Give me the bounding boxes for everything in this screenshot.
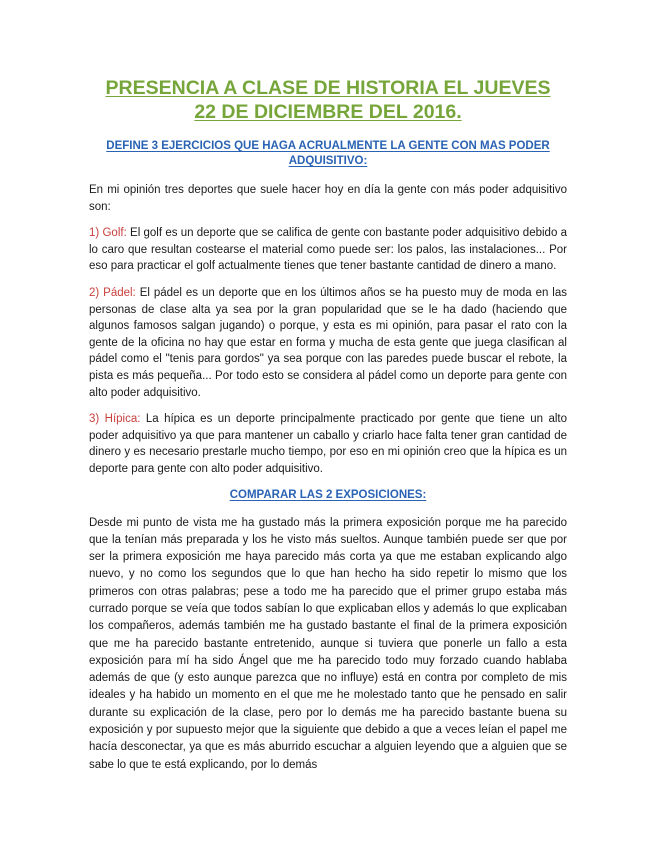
section-1-heading [89,139,567,169]
section-1-intro: En mi opinión tres deportes que suele hacer hoy en día la gente con más poder adquisitivo son: [89,184,567,213]
section-1-heading-line-2: ADQUISITIVO: [288,155,368,167]
list-item-text: La hípica es un deporte principalmente practicado por gente que tiene un alto poder adquisitivo ya que para mantener un caballo y criarlo hace falta tener gran cantidad de dinero y es necesario prestarle mucho tiempo, por eso en mi opinión creo que la hípica es un deporte para gente con alto poder adquisitivo. [89,413,567,475]
document-page [89,76,567,784]
list-item-hipica [89,411,567,477]
list-item-label: 1) Golf: [89,227,127,240]
section-2-body: Desde mi punto de vista me ha gustado más la primera exposición porque me ha parecido que la tenían más preparada y los he visto más sueltos. Aunque también puede ser que por ser la primera exposición me haya parecido más corta ya que me estaban explicando algo nuevo, y no como los segundos que lo que han hecho ha sido repetir lo mismo que los primeros con otras palabras; pese a todo me ha parecido que el primer grupo estaba más currado porque se veía que todos sabían lo que explicaban ellos y además lo que explicaban los compañeros, además también me ha gustado bastante el final de la primera exposición que me ha parecido bastante entretenido, aunque si tuviera que ponerle un fallo a esta exposición para mí ha sido Ángel que me ha parecido todo muy forzado cuando hablaba además de que (y esto aunque parezca que no influye) está en contra por completo de mis ideales y ha habido un momento en el que me he molestado tanto que he pensado en salir durante su explicación de la clase, pero por lo demás me ha parecido bastante buena su exposición y por supuesto mejor que la siguiente que debido a que a veces leían el papel me hacía desconectar, ya que es más aburrido escuchar a alguien leyendo que a alguien que se sabe lo que te está explicando, por lo demás [89,516,567,771]
section-1-heading-line-1: DEFINE 3 EJERCICIOS QUE HAGA ACRUALMENTE LA GENTE CON MAS PODER [106,140,550,152]
list-item-label: 2) Pádel: [89,286,136,299]
list-item-golf [89,225,567,275]
list-item-padel [89,285,567,401]
list-item-text: El pádel es un deporte que en los últimos años se ha puesto muy de moda en las personas de clase alta ya sea por la gran popularidad que se le ha dado (haciendo que algunos famosos salgan jugando) o porque, y esta es mi opinión, para pasar el rato con la gente de la oficina no hay que estar en forma y mucha de esta gente que juega clasifican al pádel como el "tenis para gordos" ya sea porque con las paredes puede buscar el rebote, la pista es más pequeña... Por todo esto se considera al pádel como un deporte para gente con alto poder adquisitivo. [89,286,567,399]
section-2-heading: COMPARAR LAS 2 EXPOSICIONES: [229,488,427,501]
list-item-label: 3) Hípica: [89,413,141,426]
list-item-text: El golf es un deporte que se califica de gente con bastante poder adquisitivo debido a lo caro que resultan costearse el material como puede ser: los palos, las instalaciones... Por eso para practicar el golf actualmente tienes que tener bastante cantidad de dinero a mano. [89,227,567,273]
title-line-1: PRESENCIA A CLASE DE HISTORIA EL JUEVES [105,77,551,99]
title-line-2: 22 DE DICIEMBRE DEL 2016. [194,101,462,123]
page-title [89,76,567,124]
